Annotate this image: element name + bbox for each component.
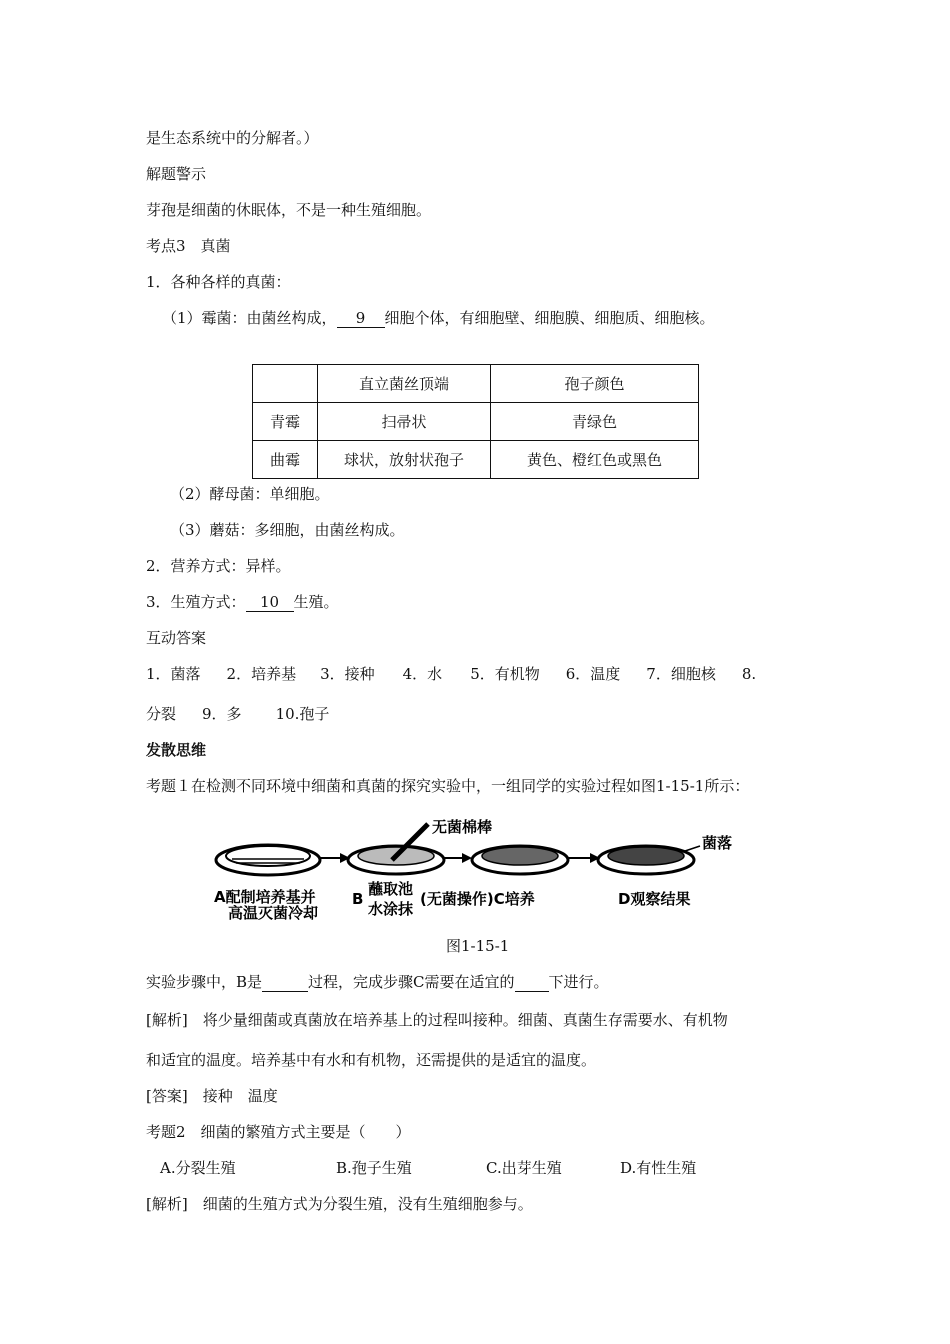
answer-item: 9．多 [202,705,242,723]
figure-label: A配制培养基并 [214,888,316,906]
question-text: 考题１在检测不同环境中细菌和真菌的探究实验中，一组同学的实验过程如图1-15-1所示： [146,777,750,795]
answer-item: 1．菌落 [146,665,201,683]
table-row [253,403,699,441]
answer-item: 8. [741,665,757,683]
fungi-table [252,364,699,479]
text-fragment: 细胞个体，有细胞壁、细胞膜、细胞质、细胞核。 [384,309,715,327]
figure-label: 水涂抹 [368,900,414,918]
text-line: 2．营养方式：异样。 [146,557,291,575]
answer-text: [答案] 接种 温度 [146,1087,278,1105]
text-line: 是生态系统中的分解者。） [146,129,319,147]
figure-caption: 图1-15-1 [446,937,510,955]
answer-item: 4．水 [402,665,443,683]
text-line [146,592,339,612]
figure-label: (无菌操作)C培养 [420,890,535,908]
table-cell: 曲霉 [253,441,318,479]
table-row [253,441,699,479]
table-cell: 青绿色 [491,403,699,441]
option-item: B.孢子生殖 [336,1159,412,1177]
figure-label: 菌落 [702,834,733,852]
text-fragment: 过程，完成步骤C需要在适宜的 [308,973,515,991]
answer-item: 7．细胞核 [646,665,716,683]
figure-label: 高温灭菌冷却 [228,904,319,920]
table-row [253,365,699,403]
text-line: 1．各种各样的真菌： [146,273,291,291]
petri-dish-icon [348,846,444,874]
options-line [160,1158,696,1178]
text-fragment: 下进行。 [548,973,609,991]
petri-dish-icon [472,846,568,874]
answer-item: 10.孢子 [275,705,330,723]
text-line: （3）蘑菇：多细胞，由菌丝构成。 [170,521,405,539]
answer-item: 2．培养基 [226,665,297,683]
question-text [146,972,609,992]
option-item: A.分裂生殖 [160,1159,236,1177]
arrow-icon [320,853,350,863]
section-heading: 解题警示 [146,165,207,183]
petri-dish-icon [216,845,320,875]
text-line [162,308,715,328]
fill-blank [515,974,549,992]
section-heading: 互动答案 [146,629,207,647]
answer-item: 3．接种 [320,665,375,683]
analysis-text: [解析] 细菌的生殖方式为分裂生殖，没有生殖细胞参与。 [146,1195,533,1213]
text-fragment: 生殖。 [293,593,339,611]
analysis-text: [解析] 将少量细菌或真菌放在培养基上的过程叫接种。细菌、真菌生存需要水、有机物 [146,1011,728,1029]
option-item: C.出芽生殖 [486,1159,562,1177]
text-fragment: 3．生殖方式： [146,593,246,611]
table-cell: 黄色、橙红色或黑色 [491,441,699,479]
option-item: D.有性生殖 [620,1159,697,1177]
answer-item: 6．温度 [565,665,621,683]
petri-dish-icon [598,846,700,874]
table-header-cell: 直立菌丝顶端 [318,365,491,403]
analysis-text: 和适宜的温度。培养基中有水和有机物，还需提供的是适宜的温度。 [146,1051,597,1069]
figure-label: D观察结果 [618,890,691,908]
figure-label: 蘸取池 [368,880,414,898]
text-line: （2）酵母菌：单细胞。 [170,485,330,503]
section-heading: 考点3 真菌 [146,237,231,255]
text-fragment: （1）霉菌：由菌丝构成， [162,309,337,327]
answers-line [146,704,329,724]
fill-blank [262,974,308,992]
section-heading: 发散思维 [146,741,207,759]
table-cell: 青霉 [253,403,318,441]
text-fragment: 实验步骤中，B是 [146,973,263,991]
arrow-icon [444,853,472,863]
table-cell: 球状，放射状孢子 [318,441,491,479]
figure-label: B [352,890,364,908]
figure-label: 无菌棉棒 [432,818,493,836]
answer-item: 分裂 [146,705,177,723]
fill-blank: 10 [246,594,294,612]
experiment-figure [212,814,742,920]
text-line: 芽孢是细菌的休眠体，不是一种生殖细胞。 [146,201,432,219]
table-cell [253,365,318,403]
answers-line [146,664,756,684]
fill-blank: 9 [337,310,385,328]
table-cell: 扫帚状 [318,403,491,441]
answer-item: 5．有机物 [470,665,540,683]
question-text: 考题2 细菌的繁殖方式主要是（ ） [146,1123,411,1141]
table-header-cell: 孢子颜色 [491,365,699,403]
arrow-icon [568,853,600,863]
